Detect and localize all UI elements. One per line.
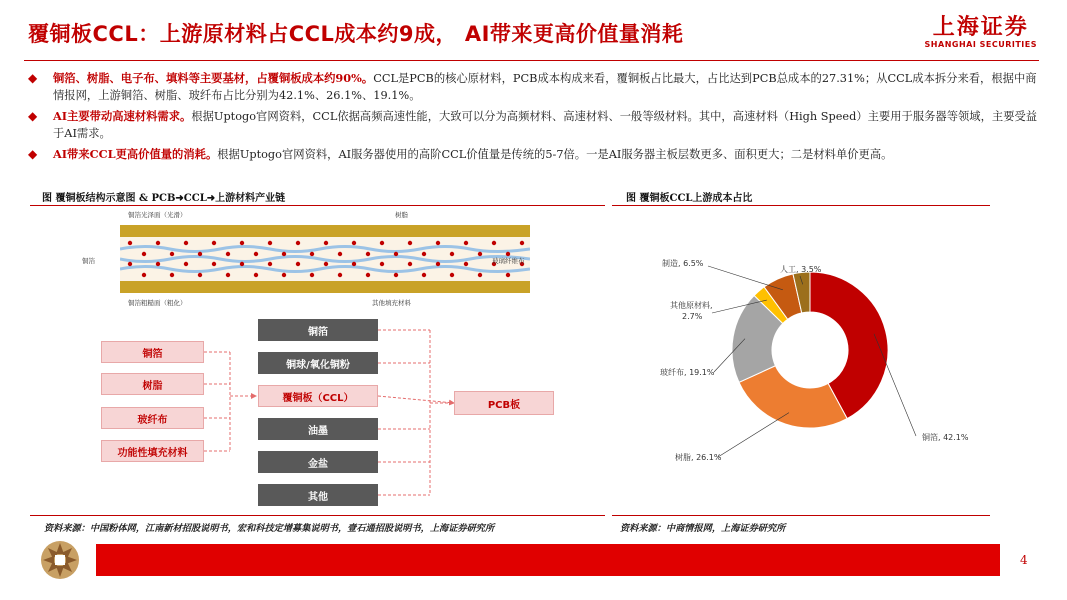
resin-particle — [408, 241, 412, 245]
resin-particle — [422, 252, 426, 256]
resin-particle — [128, 262, 132, 266]
copper-foil-top — [120, 225, 530, 237]
resin-particle — [352, 241, 356, 245]
product-box-gold-salt: 金盐 — [258, 451, 378, 473]
resin-particle — [212, 262, 216, 266]
resin-particle — [394, 252, 398, 256]
right-figure-title: 图 覆铜板CCL上游成本占比 — [626, 193, 753, 204]
bullet-highlight: AI带来CCL更高价值量的消耗。 — [53, 147, 218, 161]
resin-particle — [478, 273, 482, 277]
resin-particle — [366, 273, 370, 277]
resin-particle — [450, 252, 454, 256]
resin-particle — [436, 262, 440, 266]
bullet-item — [28, 70, 1038, 104]
resin-particle — [478, 252, 482, 256]
resin-particle — [324, 241, 328, 245]
resin-particle — [268, 262, 272, 266]
resin-particle — [156, 262, 160, 266]
copper-foil-bottom — [120, 281, 530, 293]
company-logo — [925, 16, 1037, 49]
resin-particle — [380, 262, 384, 266]
donut-data-label: 树脂, 26.1% — [675, 453, 722, 462]
bullet-highlight: AI主要带动高速材料需求。 — [53, 109, 192, 123]
resin-particle — [254, 252, 258, 256]
resin-particle — [464, 262, 468, 266]
resin-particle — [198, 252, 202, 256]
resin-particle — [492, 241, 496, 245]
bullet-body: CCL是PCB的核心原材料，PCB成本构成来看，覆铜板占比最大，占比达到PCB总成本的27.31%；从CCL成本拆分来看，根据中商情报网，上游铜箔、树脂、玻纤布占比分别为42.1%、26.1%、19.1%。 — [53, 72, 1037, 102]
page-title: 覆铜板CCL：上游原材料占CCL成本约9成， AI带来更高价值量消耗 — [28, 22, 684, 46]
donut-data-label: 玻纤布, 19.1% — [660, 368, 715, 377]
product-box-ccl: 覆铜板（CCL） — [258, 385, 378, 407]
bullet-list — [28, 70, 1038, 167]
resin-particle — [142, 273, 146, 277]
donut-data-label: 铜箔, 42.1% — [922, 433, 969, 442]
resin-particle — [352, 262, 356, 266]
resin-particle — [226, 252, 230, 256]
company-emblem-icon — [40, 540, 80, 580]
right-figure-rule — [612, 205, 990, 206]
product-box-copper-powder: 铜球/氧化铜粉 — [258, 352, 378, 374]
left-figure-source: 资料来源：中国粉体网，江南新材招股说明书，宏和科技定增募集说明书，壹石通招股说明书，上海证券研究所 — [44, 523, 495, 534]
resin-particle — [296, 262, 300, 266]
diagram-label-glass-fiber: 玻璃纤维布 — [492, 257, 525, 265]
resin-particle — [240, 262, 244, 266]
material-box-filler: 功能性填充材料 — [101, 440, 204, 462]
product-box-copper-foil: 铜箔 — [258, 319, 378, 341]
diagram-label-foil-smooth: 铜箔光泽面（光滑） — [128, 211, 187, 219]
diamond-bullet-icon: ◆ — [28, 109, 38, 123]
resin-particle — [394, 273, 398, 277]
resin-particle — [226, 273, 230, 277]
resin-particle — [170, 252, 174, 256]
product-box-other: 其他 — [258, 484, 378, 506]
diamond-bullet-icon: ◆ — [28, 71, 38, 85]
donut-data-label: 其他原材料, 2.7% — [670, 301, 713, 321]
donut-leader-line — [718, 413, 789, 457]
diagram-label-other-filler: 其他填充材料 — [372, 299, 411, 307]
resin-particle — [450, 273, 454, 277]
resin-particle — [436, 241, 440, 245]
left-figure-title: 图 覆铜板结构示意图 & PCB➜CCL➜上游材料产业链 — [42, 193, 286, 204]
resin-particle — [380, 241, 384, 245]
resin-particle — [184, 241, 188, 245]
material-box-glass-cloth: 玻纤布 — [101, 407, 204, 429]
resin-particle — [324, 262, 328, 266]
resin-particle — [240, 241, 244, 245]
product-box-ink: 油墨 — [258, 418, 378, 440]
resin-particle — [282, 273, 286, 277]
resin-particle — [520, 241, 524, 245]
right-source-rule — [612, 515, 990, 516]
laminate-structure-diagram — [120, 225, 530, 293]
resin-particle — [254, 273, 258, 277]
material-box-resin: 树脂 — [101, 373, 204, 395]
resin-particle — [366, 252, 370, 256]
resin-particle — [310, 252, 314, 256]
logo-english: SHANGHAI SECURITIES — [924, 40, 1037, 49]
resin-particle — [268, 241, 272, 245]
right-figure-source: 资料来源：中商情报网，上海证券研究所 — [620, 523, 786, 534]
resin-particle — [170, 273, 174, 277]
bullet-item — [28, 146, 1038, 163]
resin-particle — [408, 262, 412, 266]
diagram-label-copper-foil: 铜箔 — [82, 257, 95, 265]
resin-particle — [128, 241, 132, 245]
footer-bar — [96, 544, 1000, 576]
cost-share-donut-chart — [640, 250, 1000, 470]
diagram-label-foil-rough: 铜箔粗糙面（粗化） — [128, 299, 187, 307]
page-number: 4 — [1020, 553, 1028, 567]
bullet-highlight: 铜箔、树脂、电子布、填料等主要基材，占覆铜板成本约90%。 — [53, 71, 374, 85]
resin-particle — [310, 273, 314, 277]
title-divider — [24, 60, 1039, 61]
resin-particle — [184, 262, 188, 266]
resin-particle — [198, 273, 202, 277]
donut-data-label: 制造, 6.5% — [662, 259, 704, 268]
bullet-body: 根据Uptogo官网资料，AI服务器使用的高阶CCL价值量是传统的5-7倍。一是AI服务器主板层数更多、面积更大；二是材料单价更高。 — [217, 148, 893, 161]
resin-particle — [464, 241, 468, 245]
logo-chinese: 上海证券 — [932, 15, 1029, 40]
donut-data-label: 人工, 3.5% — [780, 265, 822, 274]
resin-particle — [422, 273, 426, 277]
resin-particle — [212, 241, 216, 245]
bullet-body: 根据Uptogo官网资料，CCL依据高频高速性能，大致可以分为高频材料、高速材料、一般等级材料。其中，高速材料（High Speed）主要用于服务器等领域，主要受益于AI需求。 — [53, 110, 1038, 140]
resin-particle — [142, 252, 146, 256]
bullet-item — [28, 108, 1038, 142]
resin-particle — [338, 273, 342, 277]
resin-particle — [296, 241, 300, 245]
final-box-pcb: PCB板 — [454, 391, 554, 415]
resin-particle — [338, 252, 342, 256]
resin-particle — [282, 252, 286, 256]
donut-leader-line — [708, 266, 783, 290]
left-figure-rule — [30, 205, 605, 206]
diagram-label-resin: 树脂 — [395, 211, 408, 219]
material-box-copper-foil: 铜箔 — [101, 341, 204, 363]
resin-particle — [156, 241, 160, 245]
diamond-bullet-icon: ◆ — [28, 147, 38, 161]
left-source-rule — [30, 515, 605, 516]
resin-particle — [506, 273, 510, 277]
